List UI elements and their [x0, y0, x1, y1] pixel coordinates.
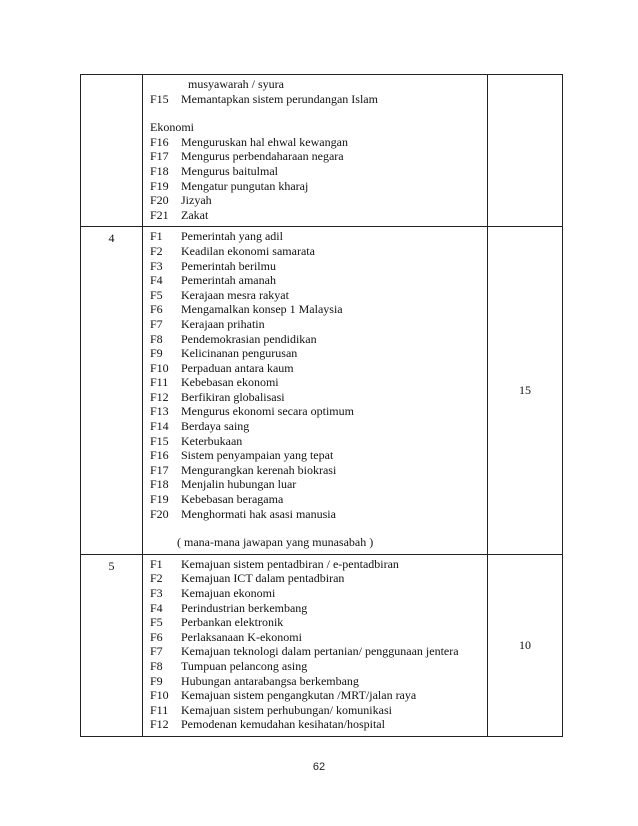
point-code: F4	[150, 600, 163, 615]
answer-point	[150, 674, 487, 689]
point-text: Kemajuan ekonomi	[181, 586, 276, 600]
point-text: Kerajaan mesra rakyat	[181, 287, 289, 302]
point-code: F1	[150, 229, 163, 244]
point-text: Keadilan ekonomi samarata	[181, 243, 315, 258]
point-code: F9	[150, 346, 163, 361]
point-code: F11	[150, 375, 169, 390]
answer-point	[150, 332, 487, 347]
answer-points-cell	[143, 227, 488, 554]
marking-scheme-table	[80, 74, 563, 737]
point-text: Kemajuan sistem pentadbiran / e-pentadbiran	[181, 556, 399, 571]
point-code: F16	[150, 448, 169, 463]
point-text: Kebebasan beragama	[181, 492, 284, 507]
point-text: Memantapkan sistem perundangan Islam	[181, 91, 378, 106]
answer-point	[150, 571, 487, 586]
point-text: Perlaksanaan K-ekonomi	[181, 629, 302, 644]
answer-point	[150, 390, 487, 405]
answer-point	[150, 434, 487, 449]
point-code: F17	[150, 462, 169, 477]
question-number-cell: 5	[81, 554, 143, 736]
answer-point	[150, 404, 487, 419]
point-code: F20	[150, 506, 169, 521]
point-text: Jizyah	[181, 193, 212, 208]
point-text: Perindustrian berkembang	[181, 600, 308, 615]
point-code: F6	[150, 302, 163, 317]
table-row-question-5	[81, 554, 563, 736]
answer-point	[150, 346, 487, 361]
table-row-continued	[81, 75, 563, 227]
point-text: Mengurus perbendaharaan negara	[181, 149, 344, 164]
answer-list-politik	[150, 92, 487, 107]
answer-point	[150, 208, 487, 223]
point-text: Kemajuan teknologi dalam pertanian/ penggunaan jentera	[181, 644, 459, 659]
point-text: Pendemokrasian pendidikan	[181, 331, 317, 346]
point-text: Pemodenan kemudahan kesihatan/hospital	[181, 717, 385, 732]
answer-point	[150, 586, 487, 601]
point-text: Mengurus baitulmal	[181, 163, 278, 178]
answer-point	[150, 179, 487, 194]
point-text: Kerajaan prihatin	[181, 316, 265, 331]
point-text: Kemajuan sistem perhubungan/ komunikasi	[181, 702, 392, 717]
point-text: Kebebasan ekonomi	[181, 375, 279, 390]
answer-point	[150, 630, 487, 645]
answer-point	[150, 601, 487, 616]
answer-point	[150, 717, 487, 732]
answer-point	[150, 557, 487, 572]
spacer	[150, 106, 487, 120]
answer-point	[150, 259, 487, 274]
marks-cell: 10	[488, 554, 563, 736]
point-text: Perpaduan antara kaum	[181, 360, 294, 375]
point-text: Pemerintah yang adil	[181, 229, 283, 244]
answer-point	[150, 229, 487, 244]
point-text: Mengatur pungutan kharaj	[181, 178, 309, 193]
answer-list-ekonomi	[150, 135, 487, 223]
point-code: F21	[150, 207, 169, 222]
answer-point	[150, 302, 487, 317]
point-code: F11	[150, 702, 169, 717]
answer-point	[150, 193, 487, 208]
spacer	[150, 521, 487, 535]
marks-cell	[488, 75, 563, 227]
answer-point	[150, 659, 487, 674]
point-code: F1	[150, 556, 163, 571]
point-code: F8	[150, 331, 163, 346]
table-row-question-4	[81, 227, 563, 554]
point-code: F17	[150, 149, 169, 164]
point-code: F13	[150, 404, 169, 419]
answer-point	[150, 244, 487, 259]
question-number-cell: 4	[81, 227, 143, 554]
point-text: Menjalin hubungan luar	[181, 477, 297, 492]
point-text: Perbankan elektronik	[181, 615, 284, 630]
marks-cell: 15	[488, 227, 563, 554]
point-text: Zakat	[181, 207, 209, 222]
point-code: F19	[150, 178, 169, 193]
answer-point	[150, 375, 487, 390]
answer-point	[150, 477, 487, 492]
answer-point	[150, 463, 487, 478]
point-code: F16	[150, 134, 169, 149]
point-text: Kemajuan sistem pengangkutan /MRT/jalan raya	[181, 688, 417, 703]
answer-point	[150, 164, 487, 179]
page-number: 62	[312, 761, 326, 773]
point-text: Kemajuan ICT dalam pentadbiran	[181, 571, 345, 586]
point-code: F9	[150, 673, 163, 688]
answer-point	[150, 615, 487, 630]
point-code: F3	[150, 258, 163, 273]
point-code: F15	[150, 433, 169, 448]
point-text: Sistem penyampaian yang tepat	[181, 448, 334, 463]
point-code: F4	[150, 273, 163, 288]
answer-point	[150, 644, 487, 659]
continuation-text: musyawarah / syura	[188, 77, 284, 91]
answer-point	[150, 135, 487, 150]
point-code: F20	[150, 193, 169, 208]
point-text: Pemerintah berilmu	[181, 258, 276, 273]
point-text: Kelicinanan pengurusan	[181, 346, 298, 361]
answer-points-cell	[143, 554, 488, 736]
point-text: Keterbukaan	[181, 433, 243, 448]
point-text: Menguruskan hal ehwal kewangan	[181, 134, 348, 149]
answer-points-cell	[143, 75, 488, 227]
point-text: Mengurus ekonomi secara optimum	[181, 404, 354, 419]
point-code: F7	[150, 316, 163, 331]
answer-point	[150, 92, 487, 107]
point-text: Hubungan antarabangsa berkembang	[181, 673, 359, 688]
answer-point	[150, 419, 487, 434]
answer-point	[150, 492, 487, 507]
point-text: Tumpuan pelancong asing	[181, 658, 308, 673]
answer-point	[150, 273, 487, 288]
point-text: Pemerintah amanah	[181, 273, 276, 288]
point-text: Berdaya saing	[181, 419, 250, 434]
answer-point	[150, 288, 487, 303]
answer-point	[150, 317, 487, 332]
answer-point	[150, 703, 487, 718]
answer-list	[150, 557, 487, 732]
answer-point	[150, 149, 487, 164]
question-number-cell	[81, 75, 143, 227]
point-code: F7	[150, 644, 163, 659]
section-subheading: Ekonomi	[150, 120, 194, 135]
answer-list	[150, 229, 487, 521]
point-code: F12	[150, 389, 169, 404]
point-code: F8	[150, 658, 163, 673]
point-code: F6	[150, 629, 163, 644]
point-code: F5	[150, 287, 163, 302]
point-text: Menghormati hak asasi manusia	[181, 506, 336, 521]
point-code: F10	[150, 360, 169, 375]
point-code: F10	[150, 688, 169, 703]
point-code: F2	[150, 571, 163, 586]
answer-point	[150, 448, 487, 463]
point-code: F2	[150, 243, 163, 258]
point-code: F18	[150, 477, 169, 492]
point-code: F14	[150, 419, 169, 434]
point-text: Berfikiran globalisasi	[181, 389, 285, 404]
point-code: F15	[150, 91, 169, 106]
answer-point	[150, 688, 487, 703]
answer-point	[150, 507, 487, 522]
point-code: F19	[150, 492, 169, 507]
point-text: Mengurangkan kerenah biokrasi	[181, 462, 337, 477]
point-text: Mengamalkan konsep 1 Malaysia	[181, 302, 343, 317]
point-code: F12	[150, 717, 169, 732]
point-code: F3	[150, 586, 163, 600]
answer-point	[150, 361, 487, 376]
point-code: F5	[150, 615, 163, 630]
point-code: F18	[150, 163, 169, 178]
answer-note: ( mana-mana jawapan yang munasabah )	[177, 535, 374, 550]
